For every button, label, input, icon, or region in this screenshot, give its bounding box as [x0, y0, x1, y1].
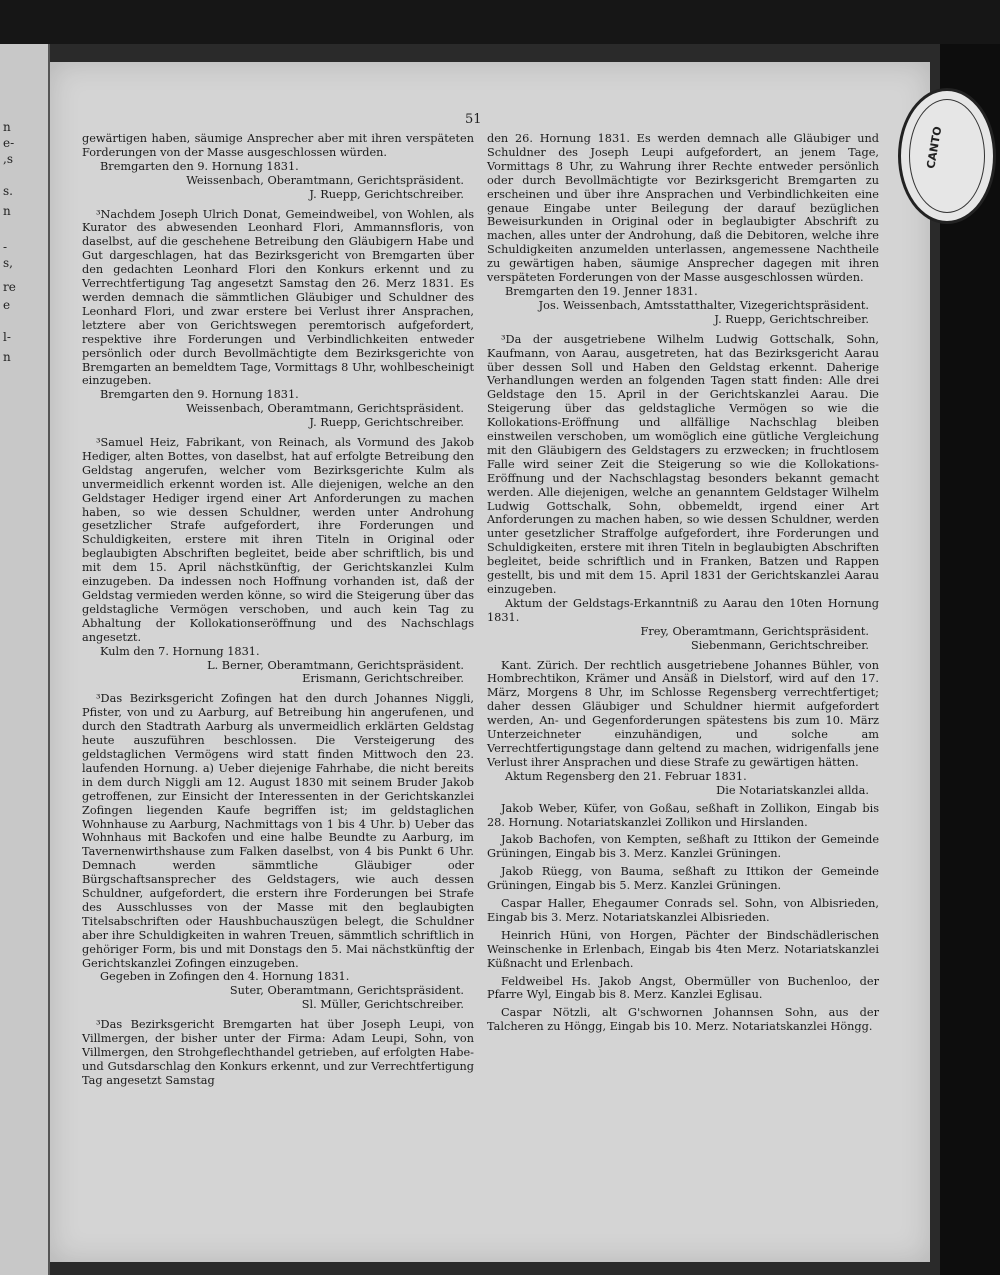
- left-fragment: ,s: [3, 152, 13, 166]
- left-fragment: l-: [3, 330, 11, 344]
- left-fragment: e-: [3, 136, 15, 150]
- right-text-column: [487, 132, 879, 1034]
- debtor-entry: Caspar Nötzli, alt G'schwornen Johannsen Sohn, aus der Talcheren zu Höngg, Eingab bis 10. Merz. Notariatskanzlei Höngg.: [487, 1006, 879, 1034]
- notice-paragraph: ³Das Bezirksgericht Zofingen hat den durch Johannes Niggli, Pfister, von und zu Aarburg, auf Betreibung hin angerufenen, und durch den Stadtrath Aarburg als unvermeidlich erklärten Geldstag heute auszuführen beschlossen. Die Versteigerung des geldstaglichen Vermögens wird statt finden Mittwoch den 23. laufenden Hornung. a) Ueber diejenige Fahrhabe, die nicht bereits in dem durch Niggli am 12. August 1830 mit seinem Bruder Jakob getroffenen, zur Einsicht der Interessenten in der Gerichtskanzlei Zofingen liegenden Kaufe begriffen ist; im geldstaglichen Wohnhause zu Aarburg, Nachmittags von 1 bis 4 Uhr. b) Ueber das Wohnhaus mit Backofen und eine halbe Beundte zu Aarburg, im Tavernenwirthshause zum Falken daselbst, von 4 bis Punkt 6 Uhr. Demnach werden sämmtliche Gläubiger oder Bürgschaftsansprecher des Geldstagers, wie auch dessen Schuldner, aufgefordert, die erstern ihre Forderungen bei Strafe des Ausschlusses von der Masse mit den beglaubigten Titelsabschriften oder Haushbuchauszügen belegt, die Schuldner aber ihre Schuldigkeiten in wahren Treuen, sämmtlich schriftlich in gehöriger Form, bis und mit Donstags den 5. Mai nächstkünftig der Gerichtskanzlei Zofingen einzugeben.: [82, 692, 474, 970]
- signature-line: L. Berner, Oberamtmann, Gerichtspräsident.: [207, 658, 464, 672]
- dateline: Aktum der Geldstags-Erkanntniß zu Aarau den 10ten Hornung 1831.: [487, 596, 879, 624]
- left-fragment: n: [3, 350, 11, 364]
- scan-right-border: [940, 44, 1000, 1275]
- stamp-text: CANTO: [924, 125, 945, 170]
- debtor-entry: Jakob Bachofen, von Kempten, seßhaft zu Ittikon der Gemeinde Grüningen, Eingab bis 3. Merz. Kanzlei Grüningen.: [487, 833, 879, 861]
- dateline: Kulm den 7. Hornung 1831.: [100, 644, 260, 658]
- adjacent-page-edge: [0, 44, 50, 1275]
- debtor-entry: Feldweibel Hs. Jakob Angst, Obermüller von Buchenloo, der Pfarre Wyl, Eingab bis 8. Merz. Kanzlei Eglisau.: [487, 974, 879, 1002]
- left-fragment: -: [3, 240, 8, 254]
- signature-line: Siebenmann, Gerichtschreiber.: [690, 638, 869, 652]
- signature-line: Frey, Oberamtmann, Gerichtspräsident.: [640, 624, 869, 638]
- left-text-column: [82, 132, 474, 1088]
- debtor-entry: Jakob Rüegg, von Bauma, seßhaft zu Ittikon der Gemeinde Grüningen, Eingab bis 5. Merz. Kanzlei Grüningen.: [487, 865, 879, 893]
- signature-line: J. Ruepp, Gerichtschreiber.: [309, 187, 464, 201]
- notice-paragraph: ³Das Bezirksgericht Bremgarten hat über Joseph Leupi, von Villmergen, der bisher unter der Firma: Adam Leupi, Sohn, von Villmergen, den Strohgeflechthandel getrieben, auf erfolgten Habe- und Gutsdarschlag den Konkurs erkennt, und zur Verrechtfertigung Tag angesetzt Samstag: [82, 1018, 474, 1087]
- left-fragment: s,: [3, 256, 13, 270]
- signature-line: J. Ruepp, Gerichtschreiber.: [309, 416, 464, 430]
- debtor-entry: Jakob Weber, Küfer, von Goßau, seßhaft in Zollikon, Eingab bis 28. Hornung. Notariatskanzlei Zollikon und Hirslanden.: [487, 801, 879, 829]
- signature-line: Erismann, Gerichtschreiber.: [302, 672, 464, 686]
- dateline: Aktum Regensberg den 21. Februar 1831.: [505, 769, 747, 783]
- stamp-ring: [909, 99, 985, 213]
- continued-paragraph: den 26. Hornung 1831. Es werden demnach alle Gläubiger und Schuldner des Joseph Leupi aufgefordert, an jenem Tage, Vormittags 8 Uhr, zu Wahrung ihrer Rechte entweder persönlich oder durch Bevollmächtigte vor Bezirksgericht Bremgarten zu erscheinen und über ihre Ansprachen und Verbindlichkeiten eine genaue Eingabe unter Beilegung der darauf bezüglichen Beweisurkunden in Original oder in beglaubigter Abschrift zu machen, alles unter der Androhung, daß die Debitoren, welche ihre Schuldigkeiten anzumelden unterlassen, angemessene Nachtheile zu gewärtigen haben, säumige Ansprecher dagegen mit ihren verspäteten Forderungen von der Masse ausgeschlossen würden.: [487, 132, 879, 285]
- signature-line: Weissenbach, Oberamtmann, Gerichtspräsident.: [186, 402, 464, 416]
- dateline: Bremgarten den 9. Hornung 1831.: [100, 388, 299, 402]
- dateline: Gegeben in Zofingen den 4. Hornung 1831.: [100, 970, 350, 984]
- left-fragment: e: [3, 298, 11, 312]
- notice-paragraph: Kant. Zürich. Der rechtlich ausgetriebene Johannes Bühler, von Hombrechtikon, Krämer und Ansäß in Dielstorf, wird auf den 17. März, Morgens 8 Uhr, im Schlosse Regensberg verrechtfertiget; daher dessen Gläubiger und Schuldner hiermit aufgefordert werden, An- und Gegenforderungen spätestens bis zum 10. März Unterzeichneter einzuhändigen, und solche am Verrechtfertigungstage dann geltend zu machen, widrigenfalls jene Verlust ihrer Ansprachen und diese Strafe zu gewärtigen hätten.: [487, 658, 879, 769]
- notice-paragraph: ³Nachdem Joseph Ulrich Donat, Gemeindweibel, von Wohlen, als Kurator des abwesenden Leonhard Flori, Ammannsfloris, von daselbst, auf die geschehene Betreibung den Gläubigern Habe und Gut dargeschlagen, hat das Bezirksgericht von Bremgarten über den gedachten Leonhard Flori den Konkurs erkennt und zu Verrechtfertigung Tag angesetzt Samstag den 26. Merz 1831. Es werden demnach die sämmtlichen Gläubiger und Schuldner des Leonhard Flori, und zwar erstere bei Verlust ihrer Ansprachen, letztere aber von Gerichtswegen peremtorisch aufgefordert, respektive ihre Forderungen und Verbindlichkeiten entweder persönlich oder durch Bevollmächtigte dem Bezirksgerichte von Bremgarten an bemeldtem Tage, Vormittags 8 Uhr, wohlbescheinigt einzugeben.: [82, 207, 474, 388]
- left-fragment: re: [3, 280, 16, 294]
- notice-paragraph: ³Da der ausgetriebene Wilhelm Ludwig Gottschalk, Sohn, Kaufmann, von Aarau, ausgetreten, hat das Bezirksgericht Aarau über dessen Soll und Haben den Geldstag erkennt. Daherige Verhandlungen werden an folgenden Tagen statt finden: Alle drei Geldstage den 15. April in der Gerichtskanzlei Aarau. Die Steigerung über das geldstagliche Vermögen so wie die Kollokations-Eröffnung und allfällige Nachschlag bleiben einstweilen verschoben, um womöglich eine gütliche Vergleichung mit den Gläubigern des Geldstagers zu erzwecken; in fruchtlosem Falle wird seiner Zeit die Steigerung so wie die Kollokations-Eröffnung und der Nachschlagstag besonders bekannt gemacht werden. Alle diejenigen, welche an genanntem Geldstager Wilhelm Ludwig Gottschalk, Sohn, obbemeldt, irgend einer Art Anforderungen zu machen haben, so wie dessen Schuldner, werden unter gesetzlicher Straffolge aufgefordert, ihre Forderungen und Schuldigkeiten, erstere mit ihren Titeln in beglaubigten Abschriften begleitet, beide schriftlich und in Franken, Batzen und Rappen gestellt, bis und mit dem 15. April 1831 der Gerichtskanzlei Aarau einzugeben.: [487, 332, 879, 596]
- signature-line: Weissenbach, Oberamtmann, Gerichtspräsident.: [186, 173, 464, 187]
- left-fragment: s.: [3, 184, 13, 198]
- debtor-entry: Caspar Haller, Ehegaumer Conrads sel. Sohn, von Albisrieden, Eingab bis 3. Merz. Notariatskanzlei Albisrieden.: [487, 897, 879, 924]
- debtor-entry: Heinrich Hüni, von Horgen, Pächter der Bindschädlerischen Weinschenke in Erlenbach, Eingab bis 4ten Merz. Notariatskanzlei Küßnacht und Erlenbach.: [487, 928, 879, 970]
- continued-paragraph: gewärtigen haben, säumige Ansprecher aber mit ihren verspäteten Forderungen von der Masse ausgeschlossen würden.: [82, 132, 474, 159]
- signature-line: Sl. Müller, Gerichtschreiber.: [301, 998, 464, 1012]
- notice-paragraph: ³Samuel Heiz, Fabrikant, von Reinach, als Vormund des Jakob Hediger, alten Bottes, von daselbst, hat auf erfolgte Betreibung den Geldstag angerufen, welcher vom Bezirksgerichte Kulm als unvermeidlich erkennt worden ist. Alle diejenigen, welche an den Geldstager Hediger irgend einer Art Anforderungen zu machen haben, so wie dessen Schuldner, werden unter Androhung gesetzlicher Strafe aufgefordert, ihre Forderungen und Schuldigkeiten, erstere mit ihren Titeln in Original oder beglaubigten Abschriften begleitet, beide aber schriftlich, bis und mit dem 15. April nächstkünftig, der Gerichtskanzlei Kulm einzugeben. Da indessen noch Hoffnung vorhanden ist, daß der Geldstag vermieden werden könne, so wird die Steigerung über das geldstagliche Vermögen verschoben, und auch kein Tag zu Abhaltung der Kollokationseröffnung und des Nachschlags angesetzt.: [82, 436, 474, 644]
- signature-line: Suter, Oberamtmann, Gerichtspräsident.: [229, 984, 464, 998]
- dateline: Bremgarten den 19. Jenner 1831.: [505, 284, 698, 298]
- page-number: 51: [465, 112, 482, 127]
- signature-line: Jos. Weissenbach, Amtsstatthalter, Vizegerichtspräsident.: [538, 298, 869, 312]
- left-fragment: n: [3, 120, 11, 134]
- dateline: Bremgarten den 9. Hornung 1831.: [100, 159, 299, 173]
- signature-line: J. Ruepp, Gerichtschreiber.: [714, 312, 869, 326]
- signature-line: Die Notariatskanzlei allda.: [716, 783, 869, 797]
- left-fragment: n: [3, 204, 11, 218]
- scan-top-border: [0, 0, 1000, 44]
- library-stamp: [898, 88, 996, 224]
